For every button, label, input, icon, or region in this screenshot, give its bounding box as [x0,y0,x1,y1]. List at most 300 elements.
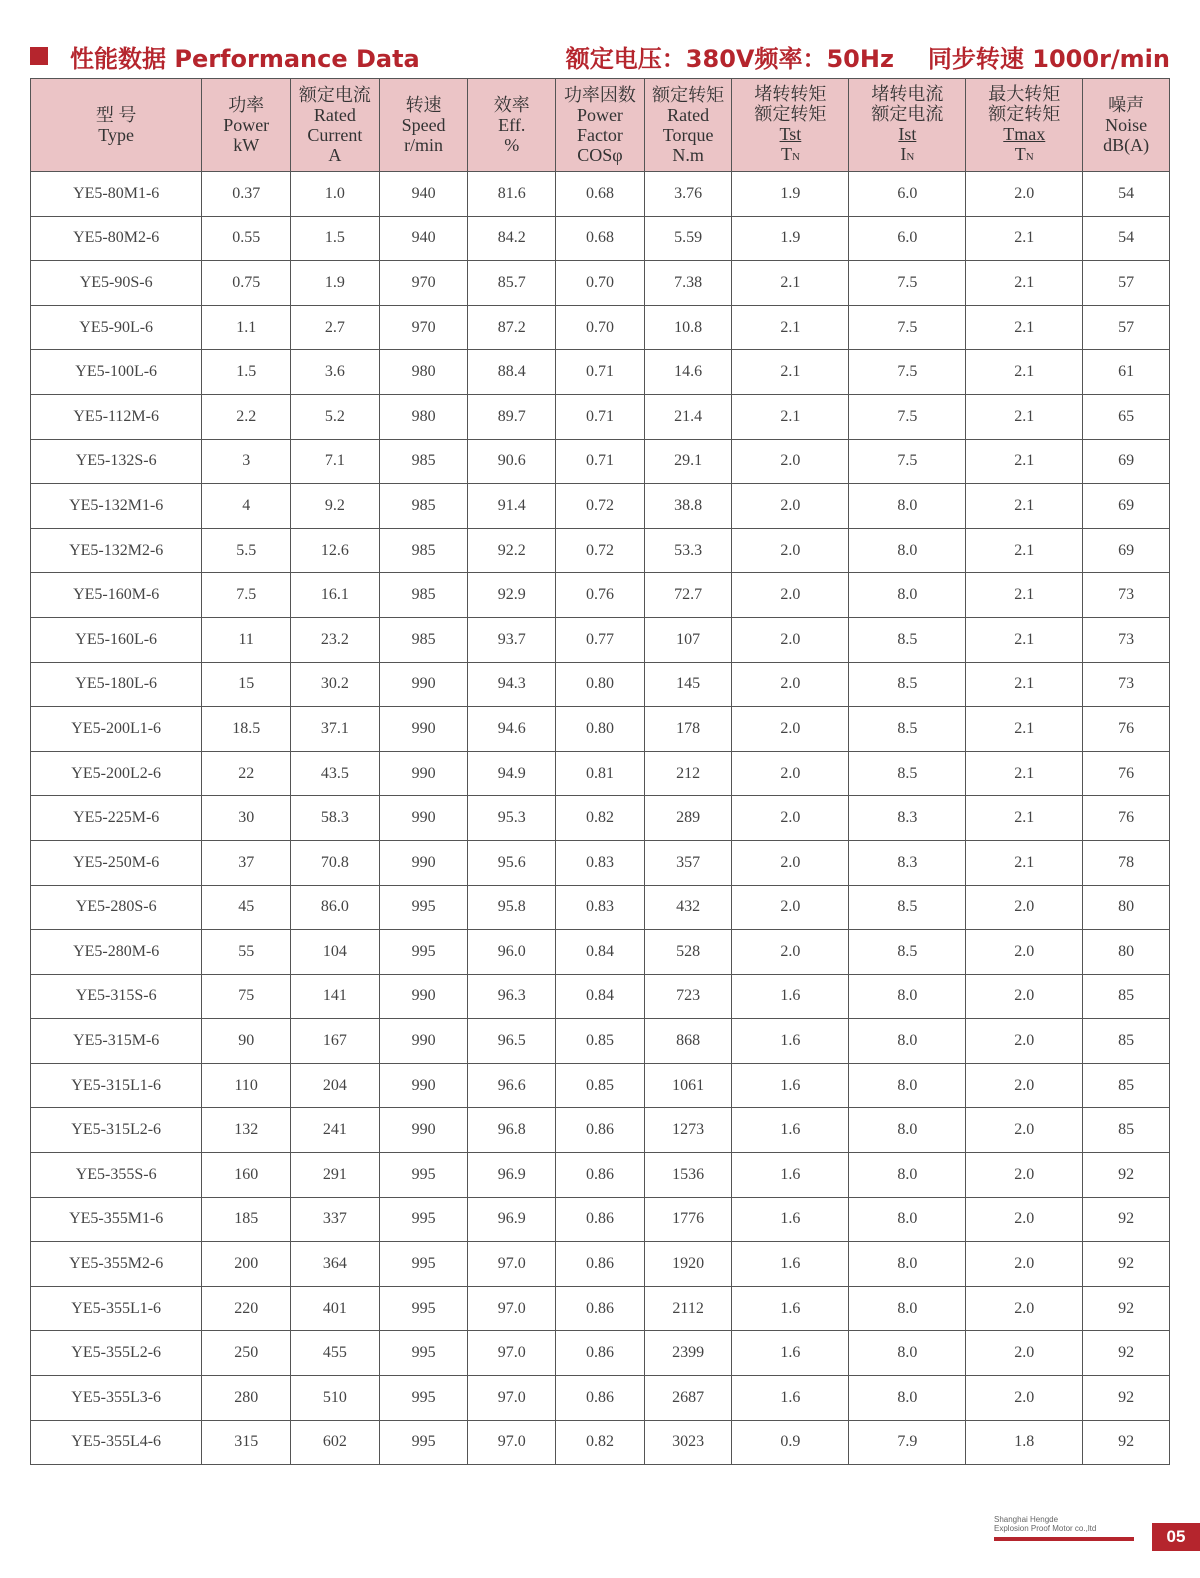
value-cell: 8.5 [849,707,966,752]
model-cell: YE5-355L1-6 [31,1286,202,1331]
model-cell: YE5-315S-6 [31,974,202,1019]
value-cell: 96.3 [468,974,556,1019]
value-cell: 84.2 [468,216,556,261]
value-cell: 1.6 [732,1019,849,1064]
value-cell: 990 [379,1019,468,1064]
footer-accent-bar [994,1537,1134,1541]
value-cell: 7.5 [849,439,966,484]
value-cell: 2.1 [732,305,849,350]
column-header [468,79,556,172]
model-cell: YE5-355M2-6 [31,1242,202,1287]
table-row [31,662,1170,707]
table-row [31,261,1170,306]
value-cell: 1.9 [732,216,849,261]
model-cell: YE5-132M1-6 [31,484,202,529]
value-cell: 2.0 [966,1063,1083,1108]
table-header-row [31,79,1170,172]
value-cell: 0.83 [556,840,645,885]
value-cell: 0.86 [556,1376,645,1421]
value-cell: 8.5 [849,662,966,707]
value-cell: 8.0 [849,1108,966,1153]
value-cell: 95.8 [468,885,556,930]
value-cell: 88.4 [468,350,556,395]
value-cell: 29.1 [644,439,732,484]
model-cell: YE5-200L2-6 [31,751,202,796]
model-cell: YE5-355L2-6 [31,1331,202,1376]
value-cell: 8.0 [849,573,966,618]
value-cell: 23.2 [291,617,380,662]
value-cell: 54 [1083,172,1170,217]
value-cell: 92 [1083,1286,1170,1331]
page-title: 性能数据 Performance Data [70,44,420,73]
column-header [849,79,966,172]
value-cell: 723 [644,974,732,1019]
model-cell: YE5-180L-6 [31,662,202,707]
table-row [31,885,1170,930]
value-cell: 160 [202,1153,291,1198]
value-cell: 940 [379,216,468,261]
company-line-2: Explosion Proof Motor co.,ltd [994,1524,1097,1533]
model-cell: YE5-315L1-6 [31,1063,202,1108]
value-cell: 0.70 [556,261,645,306]
value-cell: 0.82 [556,796,645,841]
value-cell: 8.0 [849,1197,966,1242]
value-cell: 92 [1083,1376,1170,1421]
table-row [31,1063,1170,1108]
column-header-line: dB(A) [1103,135,1150,155]
value-cell: 2.1 [966,305,1083,350]
column-header-line: Eff. [498,115,526,135]
value-cell: 8.5 [849,617,966,662]
value-cell: 401 [291,1286,380,1331]
value-cell: 1.6 [732,1108,849,1153]
value-cell: 92 [1083,1420,1170,1465]
value-cell: 990 [379,707,468,752]
ratio-denominator: TN [780,143,800,164]
value-cell: 2.7 [291,305,380,350]
value-cell: 1061 [644,1063,732,1108]
value-cell: 0.72 [556,484,645,529]
value-cell: 995 [379,1153,468,1198]
page-number: 05 [1152,1523,1200,1551]
value-cell: 2112 [644,1286,732,1331]
value-cell: 2.0 [732,662,849,707]
table-row [31,974,1170,1019]
model-cell: YE5-90L-6 [31,305,202,350]
value-cell: 65 [1083,394,1170,439]
value-cell: 357 [644,840,732,885]
column-header [732,79,849,172]
table-row [31,1376,1170,1421]
value-cell: 2.1 [966,751,1083,796]
value-cell: 510 [291,1376,380,1421]
column-header-line: 额定转矩 [988,103,1061,124]
table-row [31,1108,1170,1153]
column-header-line: 型 号 [95,105,137,125]
value-cell: 90 [202,1019,291,1064]
value-cell: 0.68 [556,216,645,261]
value-cell: 2.1 [966,528,1083,573]
value-cell: 80 [1083,885,1170,930]
table-row [31,1242,1170,1287]
value-cell: 1.6 [732,974,849,1019]
value-cell: 92 [1083,1153,1170,1198]
column-header-line: Rated [667,105,710,125]
value-cell: 7.5 [202,573,291,618]
value-cell: 43.5 [291,751,380,796]
model-cell: YE5-280S-6 [31,885,202,930]
value-cell: 2.1 [966,662,1083,707]
table-row [31,1420,1170,1465]
value-cell: 8.3 [849,796,966,841]
value-cell: 0.9 [732,1420,849,1465]
model-cell: YE5-132M2-6 [31,528,202,573]
value-cell: 53.3 [644,528,732,573]
model-cell: YE5-80M2-6 [31,216,202,261]
ratio-numerator: Tmax [1003,123,1046,144]
value-cell: 2.0 [732,528,849,573]
model-cell: YE5-355M1-6 [31,1197,202,1242]
value-cell: 8.0 [849,484,966,529]
value-cell: 602 [291,1420,380,1465]
ratio-denominator: IN [900,143,915,164]
title-bar [30,38,1170,74]
value-cell: 0.72 [556,528,645,573]
value-cell: 57 [1083,261,1170,306]
value-cell: 2.0 [732,751,849,796]
value-cell: 2.0 [732,484,849,529]
column-header-line: Factor [576,125,623,145]
value-cell: 995 [379,1331,468,1376]
value-cell: 0.86 [556,1197,645,1242]
value-cell: 1.6 [732,1376,849,1421]
value-cell: 7.5 [849,305,966,350]
value-cell: 0.37 [202,172,291,217]
value-cell: 995 [379,1197,468,1242]
table-row [31,796,1170,841]
value-cell: 455 [291,1331,380,1376]
value-cell: 30 [202,796,291,841]
value-cell: 92 [1083,1331,1170,1376]
value-cell: 220 [202,1286,291,1331]
value-cell: 104 [291,930,380,975]
value-cell: 0.55 [202,216,291,261]
value-cell: 2.0 [966,1242,1083,1287]
value-cell: 145 [644,662,732,707]
value-cell: 1.6 [732,1197,849,1242]
value-cell: 990 [379,1108,468,1153]
value-cell: 97.0 [468,1420,556,1465]
value-cell: 1.5 [202,350,291,395]
column-header [31,79,202,172]
value-cell: 132 [202,1108,291,1153]
value-cell: 8.3 [849,840,966,885]
value-cell: 92 [1083,1197,1170,1242]
company-name [994,1515,1096,1533]
column-header-line: A [328,145,342,165]
column-header-line: kW [233,135,260,155]
value-cell: 2.1 [966,261,1083,306]
column-header [644,79,732,172]
performance-table [30,78,1170,1465]
value-cell: 2.1 [966,216,1083,261]
value-cell: 97.0 [468,1376,556,1421]
value-cell: 528 [644,930,732,975]
value-cell: 1.9 [291,261,380,306]
column-header [379,79,468,172]
value-cell: 58.3 [291,796,380,841]
table-row [31,484,1170,529]
value-cell: 1.6 [732,1331,849,1376]
value-cell: 2.1 [966,439,1083,484]
column-header-line: 功率因数 [563,85,636,105]
value-cell: 96.6 [468,1063,556,1108]
value-cell: 0.71 [556,394,645,439]
value-cell: 2.1 [732,394,849,439]
value-cell: 8.0 [849,1286,966,1331]
column-header-line: 噪声 [1108,95,1145,115]
value-cell: 0.86 [556,1331,645,1376]
value-cell: 3.6 [291,350,380,395]
value-cell: 85 [1083,1108,1170,1153]
value-cell: 2.0 [732,840,849,885]
value-cell: 30.2 [291,662,380,707]
value-cell: 3.76 [644,172,732,217]
column-header-line: 效率 [493,95,530,115]
column-header-line: 功率 [228,95,265,115]
spec-group [566,39,1170,74]
value-cell: 985 [379,573,468,618]
model-cell: YE5-160L-6 [31,617,202,662]
ratio-denominator: TN [1014,143,1034,164]
value-cell: 2.1 [732,350,849,395]
value-cell: 970 [379,305,468,350]
value-cell: 0.86 [556,1286,645,1331]
column-header-line: COSφ [577,145,623,165]
value-cell: 97.0 [468,1242,556,1287]
table-row [31,394,1170,439]
sync-speed-label: 同步转速 1000r/min [927,44,1170,73]
table-body [31,172,1170,1465]
column-header-line: % [504,135,520,155]
value-cell: 995 [379,1376,468,1421]
value-cell: 2.0 [966,1108,1083,1153]
value-cell: 2.1 [732,261,849,306]
value-cell: 92 [1083,1242,1170,1287]
value-cell: 990 [379,796,468,841]
value-cell: 291 [291,1153,380,1198]
column-header-line: Rated [313,105,356,125]
value-cell: 55 [202,930,291,975]
column-header [556,79,645,172]
model-cell: YE5-280M-6 [31,930,202,975]
value-cell: 995 [379,1242,468,1287]
value-cell: 337 [291,1197,380,1242]
value-cell: 22 [202,751,291,796]
value-cell: 2687 [644,1376,732,1421]
value-cell: 2.0 [732,573,849,618]
model-cell: YE5-225M-6 [31,796,202,841]
value-cell: 3023 [644,1420,732,1465]
value-cell: 2.0 [732,439,849,484]
value-cell: 0.82 [556,1420,645,1465]
table-row [31,1331,1170,1376]
value-cell: 76 [1083,796,1170,841]
value-cell: 970 [379,261,468,306]
model-cell: YE5-80M1-6 [31,172,202,217]
model-cell: YE5-112M-6 [31,394,202,439]
value-cell: 8.0 [849,1242,966,1287]
value-cell: 10.8 [644,305,732,350]
company-line-1: Shanghai Hengde [994,1515,1059,1524]
table-row [31,172,1170,217]
model-cell: YE5-100L-6 [31,350,202,395]
value-cell: 0.84 [556,974,645,1019]
value-cell: 2.1 [966,573,1083,618]
value-cell: 1.0 [291,172,380,217]
value-cell: 178 [644,707,732,752]
value-cell: 4 [202,484,291,529]
value-cell: 92.9 [468,573,556,618]
column-header-line: 额定转矩 [754,103,827,124]
value-cell: 9.2 [291,484,380,529]
value-cell: 73 [1083,617,1170,662]
value-cell: 15 [202,662,291,707]
table-row [31,707,1170,752]
column-header-line: Torque [662,125,714,145]
value-cell: 985 [379,617,468,662]
value-cell: 0.85 [556,1063,645,1108]
value-cell: 2.0 [966,885,1083,930]
value-cell: 1536 [644,1153,732,1198]
value-cell: 2.0 [732,885,849,930]
value-cell: 1.9 [732,172,849,217]
value-cell: 0.86 [556,1108,645,1153]
value-cell: 57 [1083,305,1170,350]
value-cell: 0.71 [556,439,645,484]
value-cell: 2.1 [966,394,1083,439]
value-cell: 8.5 [849,751,966,796]
value-cell: 2.1 [966,484,1083,529]
value-cell: 90.6 [468,439,556,484]
value-cell: 3 [202,439,291,484]
value-cell: 995 [379,1420,468,1465]
voltage-frequency-label: 额定电压：380V频率：50Hz [565,44,894,73]
value-cell: 1.1 [202,305,291,350]
value-cell: 280 [202,1376,291,1421]
value-cell: 990 [379,662,468,707]
table-row [31,930,1170,975]
column-header-line: 额定转矩 [652,85,725,105]
value-cell: 5.59 [644,216,732,261]
value-cell: 8.0 [849,974,966,1019]
column-header-line: r/min [404,135,444,155]
value-cell: 185 [202,1197,291,1242]
value-cell: 92.2 [468,528,556,573]
table-row [31,350,1170,395]
value-cell: 85.7 [468,261,556,306]
value-cell: 21.4 [644,394,732,439]
value-cell: 990 [379,751,468,796]
value-cell: 2.0 [732,930,849,975]
value-cell: 95.3 [468,796,556,841]
value-cell: 8.0 [849,1331,966,1376]
value-cell: 8.5 [849,885,966,930]
title-group [30,39,420,74]
value-cell: 0.80 [556,707,645,752]
column-header-line: Power [223,115,270,135]
model-cell: YE5-160M-6 [31,573,202,618]
value-cell: 8.0 [849,528,966,573]
value-cell: 54 [1083,216,1170,261]
column-header-line: Type [98,125,135,145]
table-row [31,216,1170,261]
value-cell: 7.9 [849,1420,966,1465]
bullet-square-icon [30,47,48,65]
table-row [31,1286,1170,1331]
page-footer [994,1515,1200,1547]
model-cell: YE5-355L3-6 [31,1376,202,1421]
value-cell: 2.0 [966,1331,1083,1376]
value-cell: 980 [379,350,468,395]
value-cell: 7.5 [849,261,966,306]
value-cell: 0.81 [556,751,645,796]
value-cell: 38.8 [644,484,732,529]
value-cell: 69 [1083,484,1170,529]
value-cell: 432 [644,885,732,930]
value-cell: 85 [1083,974,1170,1019]
column-header [966,79,1083,172]
column-header-line: Speed [401,115,446,135]
column-header-line: 转速 [405,95,442,115]
value-cell: 364 [291,1242,380,1287]
value-cell: 69 [1083,439,1170,484]
value-cell: 2.0 [966,1376,1083,1421]
value-cell: 990 [379,1063,468,1108]
value-cell: 94.3 [468,662,556,707]
value-cell: 69 [1083,528,1170,573]
value-cell: 96.5 [468,1019,556,1064]
model-cell: YE5-315L2-6 [31,1108,202,1153]
value-cell: 87.2 [468,305,556,350]
model-cell: YE5-315M-6 [31,1019,202,1064]
model-cell: YE5-355S-6 [31,1153,202,1198]
value-cell: 980 [379,394,468,439]
value-cell: 6.0 [849,216,966,261]
value-cell: 2.2 [202,394,291,439]
value-cell: 1.5 [291,216,380,261]
value-cell: 94.6 [468,707,556,752]
model-cell: YE5-355L4-6 [31,1420,202,1465]
value-cell: 995 [379,1286,468,1331]
value-cell: 2.0 [966,1153,1083,1198]
value-cell: 1.6 [732,1153,849,1198]
value-cell: 72.7 [644,573,732,618]
value-cell: 2.0 [966,930,1083,975]
value-cell: 940 [379,172,468,217]
value-cell: 70.8 [291,840,380,885]
value-cell: 96.8 [468,1108,556,1153]
value-cell: 110 [202,1063,291,1108]
value-cell: 995 [379,930,468,975]
value-cell: 2.0 [732,796,849,841]
value-cell: 995 [379,885,468,930]
column-header-line: Noise [1105,115,1148,135]
value-cell: 2.1 [966,617,1083,662]
value-cell: 97.0 [468,1331,556,1376]
value-cell: 868 [644,1019,732,1064]
value-cell: 76 [1083,751,1170,796]
